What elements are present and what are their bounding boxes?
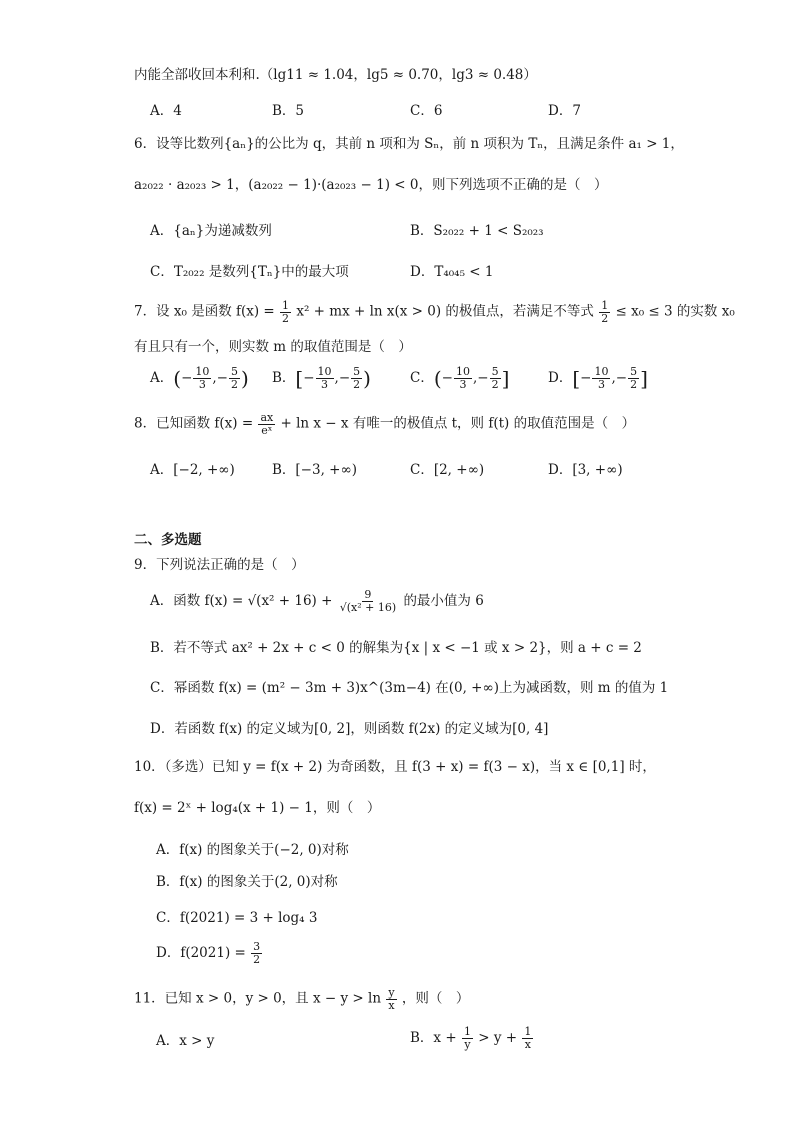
- q6-choice-d[interactable]: D．T₄₀₄₅ < 1: [410, 264, 494, 280]
- q9-choice-a[interactable]: A．函数 f(x) = √(x² + 16) + $\frac{9}{\text{√(x² + 16)}}$ 的最小值为 6: [150, 588, 484, 614]
- q8-choice-c[interactable]: C．[2, +∞): [410, 462, 485, 478]
- q10-choice-d[interactable]: D．f(2021) = $\frac{3}{2}$: [156, 940, 261, 966]
- q6-stem-line2: a₂₀₂₂ · a₂₀₂₃ > 1，(a₂₀₂₂ − 1)·(a₂₀₂₃ − 1) < 0，则下列选项不正确的是（ ）: [134, 177, 608, 193]
- q8-choice-d[interactable]: D．[3, +∞): [548, 462, 623, 478]
- q11-stem: 11．已知 x > 0，y > 0，且 x − y > ln $\frac{y}{x}$ ，则（ ）: [134, 986, 470, 1012]
- q7-stem-line2: 有且只有一个，则实数 m 的取值范围是（ ）: [134, 339, 412, 355]
- q7-stem-line1: [134, 300, 735, 324]
- q7-stem-part-c: ≤ x₀ ≤ 3 的实数 x₀: [615, 303, 735, 320]
- q7-stem-part-a: 7．设 x₀ 是函数 f(x) =: [134, 303, 275, 320]
- q11-choice-a[interactable]: A．x > y: [156, 1033, 215, 1049]
- q5-continuation: 内能全部收回本利和.（lg11 ≈ 1.04，lg5 ≈ 0.70，lg3 ≈ 0.48）: [134, 67, 537, 83]
- q9-choice-c[interactable]: C．幂函数 f(x) = (m² − 3m + 3)x^(3m−4) 在(0, +∞)上为减函数，则 m 的值为 1: [150, 680, 669, 696]
- q9-stem: 9．下列说法正确的是（ ）: [134, 557, 305, 573]
- q10-stem-line2: f(x) = 2ˣ + log₄(x + 1) − 1，则（ ）: [134, 800, 381, 816]
- q7-stem-part-b: x² + mx + ln x(x > 0) 的极值点，若满足不等式: [296, 303, 594, 320]
- q10-fraction-three-halves: $\frac{3}{2}$: [253, 940, 261, 966]
- q6-choice-c[interactable]: C．T₂₀₂₂ 是数列{Tₙ}中的最大项: [150, 264, 349, 280]
- q10-choice-b[interactable]: B．f(x) 的图象关于(2, 0)对称: [156, 874, 338, 890]
- q6-choice-a[interactable]: A．{aₙ}为递减数列: [150, 223, 272, 239]
- q10-choice-a[interactable]: A．f(x) 的图象关于(−2, 0)对称: [156, 842, 349, 858]
- q7-fraction-half-2: $\frac{1}{2}$: [601, 299, 609, 325]
- q5-choice-c[interactable]: C．6: [410, 103, 443, 119]
- q9-fraction-nine: $\frac{9}{\text{√(x² + 16)}}$: [339, 588, 397, 614]
- q7-choice-c[interactable]: C．(− $\frac{10}{3}$ ,− $\frac{5}{2}$ ]: [410, 365, 510, 391]
- q5-choice-b[interactable]: B．5: [272, 103, 305, 119]
- q8-fraction-ax: $\frac{ax}{\text{eˣ}}$: [260, 411, 274, 437]
- q6-stem-line1: 6．设等比数列{aₙ}的公比为 q，其前 n 项和为 Sₙ，前 n 项积为 Tₙ，且满足条件 a₁ > 1，: [134, 136, 684, 152]
- q5-choice-a[interactable]: A．4: [150, 103, 182, 119]
- q10-choice-c[interactable]: C．f(2021) = 3 + log₄ 3: [156, 910, 318, 926]
- q7-choice-a[interactable]: A．(− $\frac{10}{3}$ ,− $\frac{5}{2}$ ): [150, 365, 249, 391]
- q10-stem-line1: 10．（多选）已知 y = f(x + 2) 为奇函数，且 f(3 + x) = f(3 − x)，当 x ∈ [0,1] 时，: [134, 759, 656, 775]
- q6-choice-b[interactable]: B．S₂₀₂₂ + 1 < S₂₀₂₃: [410, 223, 544, 239]
- q8-choice-b[interactable]: B．[−3, +∞): [272, 462, 357, 478]
- q5-choice-d[interactable]: D．7: [548, 103, 581, 119]
- q7-choice-b[interactable]: B．[− $\frac{10}{3}$ ,− $\frac{5}{2}$ ): [272, 365, 371, 391]
- q11-fraction-y-over-x: $\frac{y}{x}$: [388, 986, 395, 1012]
- q7-choice-d[interactable]: D．[− $\frac{10}{3}$ ,− $\frac{5}{2}$ ]: [548, 365, 648, 391]
- q8-choice-a[interactable]: A．[−2, +∞): [150, 462, 235, 478]
- q11-choice-b[interactable]: B．x + $\frac{1}{y}$ > y + $\frac{1}{x}$: [410, 1025, 532, 1051]
- q7-fraction-half: $\frac{1}{2}$: [282, 299, 290, 325]
- section-title-multiple-choice: 二、多选题: [134, 532, 202, 548]
- q8-stem: 8．已知函数 f(x) = $\frac{ax}{\text{eˣ}}$ + ln x − x 有唯一的极值点 t，则 f(t) 的取值范围是（ ）: [134, 411, 636, 437]
- q9-choice-b[interactable]: B．若不等式 ax² + 2x + c < 0 的解集为{x | x < −1 或 x > 2}，则 a + c = 2: [150, 640, 642, 656]
- q9-choice-d[interactable]: D．若函数 f(x) 的定义域为[0, 2]，则函数 f(2x) 的定义域为[0, 4]: [150, 721, 549, 737]
